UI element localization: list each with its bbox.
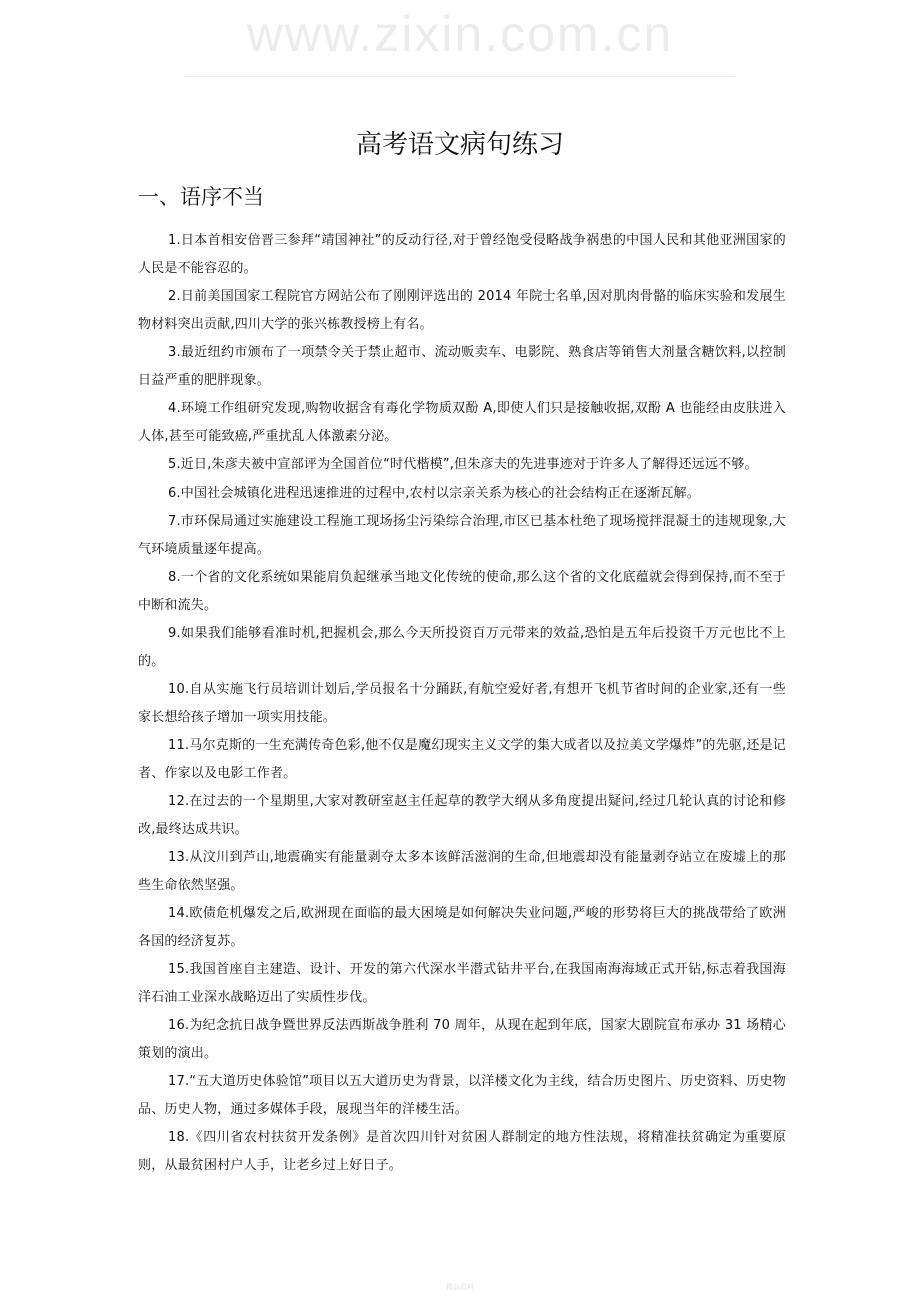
watermark: www.zixin.com.cn	[246, 6, 674, 62]
exercise-item: 4.环境工作组研究发现,购物收据含有毒化学物质双酚 A,即使人们只是接触收据,双酚 A 也能经由皮肤进入人体,甚至可能致癌,严重扰乱人体激素分泌。	[138, 401, 786, 444]
exercise-item: 11.马尔克斯的一生充满传奇色彩,他不仅是魔幻现实主义文学的集大成者以及拉美文学爆炸”的先驱,还是记者、作家以及电影工作者。	[138, 738, 786, 781]
header-rule	[185, 76, 735, 77]
exercise-item: 5.近日,朱彦夫被中宣部评为全国首位“时代楷模”,但朱彦夫的先进事迹对于许多人了解得还远远不够。	[168, 457, 758, 472]
exercise-item: 1.日本首相安倍晋三参拜“靖国神社”的反动行径,对于曾经饱受侵略战争祸患的中国人民和其他亚洲国家的人民是不能容忍的。	[138, 233, 786, 276]
page-footer: 精品资料	[446, 1283, 474, 1291]
exercise-item: 16.为纪念抗日战争暨世界反法西斯战争胜利 70 周年，从现在起到年底，国家大剧院宣布承办 31 场精心策划的演出。	[138, 1018, 786, 1061]
exercise-item: 17.“五大道历史体验馆”项目以五大道历史为背景，以洋楼文化为主线，结合历史图片、历史资料、历史物品、历史人物，通过多媒体手段，展现当年的洋楼生活。	[138, 1074, 786, 1117]
section-heading: 一、语序不当	[138, 185, 264, 209]
exercise-item: 8.一个省的文化系统如果能肩负起继承当地文化传统的使命,那么这个省的文化底蕴就会得到保持,而不至于中断和流失。	[138, 570, 786, 613]
exercise-item: 3.最近纽约市颁布了一项禁令关于禁止超市、流动贩卖车、电影院、熟食店等销售大剂量含糖饮料,以控制日益严重的肥胖现象。	[138, 345, 786, 388]
exercise-item: 12.在过去的一个星期里,大家对教研室赵主任起草的教学大纲从多角度提出疑问,经过几轮认真的讨论和修改,最终达成共识。	[138, 794, 786, 837]
exercise-item: 2.日前美国国家工程院官方网站公布了刚刚评选出的 2014 年院士名单,因对肌肉骨骼的临床实验和发展生物材料突出贡献,四川大学的张兴栋教授榜上有名。	[138, 289, 786, 332]
exercise-item: 14.欧债危机爆发之后,欧洲现在面临的最大困境是如何解决失业问题,严峻的形势将巨大的挑战带给了欧洲各国的经济复苏。	[138, 906, 786, 949]
exercise-list	[138, 227, 786, 1180]
exercise-item: 7.市环保局通过实施建设工程施工现场扬尘污染综合治理,市区已基本杜绝了现场搅拌混凝土的违规现象,大气环境质量逐年提高。	[138, 514, 786, 557]
document-title: 高考语文病句练习	[355, 130, 564, 160]
exercise-item: 6.中国社会城镇化进程迅速推进的过程中,农村以宗亲关系为核心的社会结构正在逐渐瓦解。	[168, 485, 700, 501]
exercise-item: 13.从汶川到芦山,地震确实有能量剥夺太多本该鲜活滋润的生命,但地震却没有能量剥夺站立在废墟上的那些生命依然坚强。	[138, 850, 786, 893]
exercise-item: 9.如果我们能够看准时机,把握机会,那么今天所投资百万元带来的效益,恐怕是五年后投资千万元也比不上的。	[138, 626, 786, 669]
exercise-item: 15.我国首座自主建造、设计、开发的第六代深水半潜式钻井平台,在我国南海海域正式开钻,标志着我国海洋石油工业深水战略迈出了实质性步伐。	[138, 962, 786, 1005]
exercise-item: 10.自从实施飞行员培训计划后,学员报名十分踊跃,有航空爱好者,有想开飞机节省时间的企业家,还有一些家长想给孩子增加一项实用技能。	[138, 682, 786, 725]
exercise-item: 18.《四川省农村扶贫开发条例》是首次四川针对贫困人群制定的地方性法规，将精准扶贫确定为重要原则，从最贫困村户人手，让老乡过上好日子。	[138, 1130, 786, 1173]
